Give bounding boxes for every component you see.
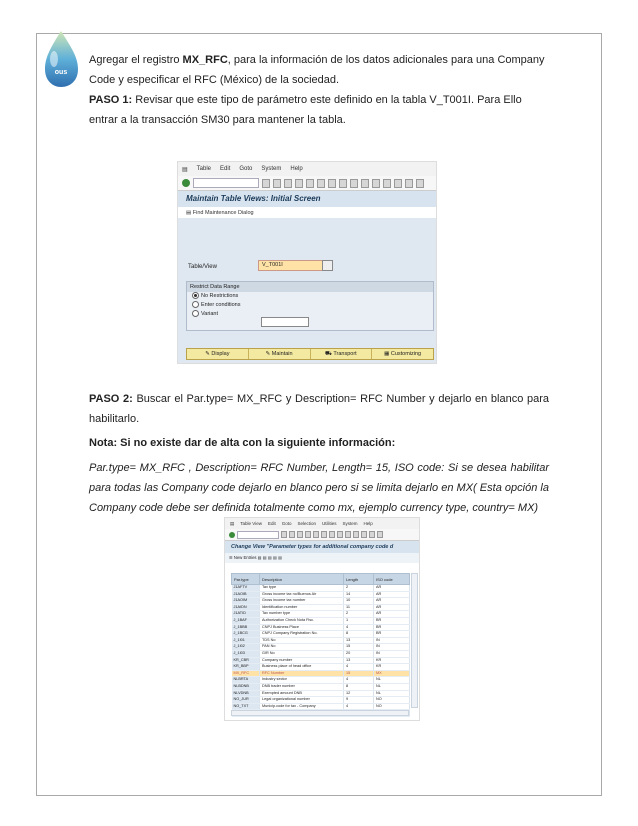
sap2-menu-item: Utilities xyxy=(322,521,337,526)
svg-text:ous: ous xyxy=(54,69,68,76)
cell-par-type: J1AFTV xyxy=(232,585,260,592)
first-page-icon xyxy=(339,179,347,188)
cell-length: 4 xyxy=(344,677,374,684)
cell-description: GIR No xyxy=(260,650,344,657)
cell-length: 11 xyxy=(344,604,374,611)
save-icon xyxy=(273,179,281,188)
cell-description: Tax type xyxy=(260,585,344,592)
radio-variant xyxy=(187,310,433,319)
restrict-data-range-title: Restrict Data Range xyxy=(187,282,433,292)
sap2-menu-icon: ▤ xyxy=(230,520,235,526)
company-logo-icon xyxy=(43,29,80,89)
find-next-icon xyxy=(328,179,336,188)
cell-length: 20 xyxy=(344,650,374,657)
cell-length: 13 xyxy=(344,637,374,644)
display-label: Display xyxy=(211,351,230,357)
radio-label: No Restrictions xyxy=(201,293,239,299)
table-row xyxy=(232,604,410,611)
cell-length: 1 xyxy=(344,617,374,624)
cell-length: 2 xyxy=(344,611,374,618)
table-row xyxy=(232,697,410,704)
table-row xyxy=(232,617,410,624)
cell-length: 4 xyxy=(344,703,374,710)
cell-par-type: KR_BBP xyxy=(232,664,260,671)
cell-iso-code: KR xyxy=(374,657,410,664)
display-button: ✎ Display xyxy=(187,349,249,359)
save-icon xyxy=(289,531,295,538)
sap1-toolbar xyxy=(178,176,436,191)
new-entries-bar: ☰ New Entries ▤ ▤ ▤ ▤ ▤ xyxy=(225,553,419,563)
cell-iso-code: BR xyxy=(374,631,410,638)
transport-label: Transport xyxy=(333,351,357,357)
cell-description: Business place of head office xyxy=(260,664,344,671)
col-par-type: Par.type xyxy=(232,574,260,585)
cell-par-type: NO_TXT xyxy=(232,703,260,710)
cell-iso-code: AR xyxy=(374,598,410,605)
prev-page-icon xyxy=(350,179,358,188)
command-field xyxy=(237,531,279,539)
col-iso-code: ISO code xyxy=(374,574,410,585)
last-page-icon xyxy=(361,531,367,538)
cell-iso-code: KR xyxy=(374,664,410,671)
customizing-button: ▦ Customizing xyxy=(384,351,422,357)
intro-bold-code: MX_RFC xyxy=(182,54,228,66)
sap1-menu-icon: ▤ xyxy=(182,166,188,173)
cell-description: TDS No xyxy=(260,637,344,644)
cell-length: 15 xyxy=(344,670,374,677)
print-icon xyxy=(306,179,314,188)
cell-par-type: KR_CBR xyxy=(232,657,260,664)
cell-description: RFC Number xyxy=(260,670,344,677)
sap2-toolbar xyxy=(225,529,419,541)
ok-icon xyxy=(182,179,190,187)
sap1-menu-help: Help xyxy=(290,166,303,172)
cell-par-type: J_1BAF xyxy=(232,617,260,624)
sap1-menu-system: System xyxy=(261,166,282,172)
cell-par-type: J_1I02 xyxy=(232,644,260,651)
cell-par-type: J1AOIB xyxy=(232,591,260,598)
cell-iso-code: NL xyxy=(374,683,410,690)
cell-par-type: NLBRTA xyxy=(232,677,260,684)
cell-iso-code: BR xyxy=(374,624,410,631)
sap-screenshot-sm30 xyxy=(177,161,437,364)
cell-iso-code: BR xyxy=(374,617,410,624)
sap1-button-row xyxy=(186,348,434,360)
sap1-find-label: Find Maintenance Dialog xyxy=(192,210,254,216)
cancel-icon xyxy=(305,531,311,538)
table-body xyxy=(232,585,410,717)
help-icon xyxy=(377,531,383,538)
paso1-text: Revisar que este tipo de parámetro este definido en la tabla V_T001I. Para Ello entrar a la transacción SM30 para mantener la tabla. xyxy=(89,94,522,126)
paso2-paragraph xyxy=(89,389,549,429)
sap1-menu-goto: Goto xyxy=(239,166,253,172)
transport-button: ⛟ Transport xyxy=(311,349,373,359)
cell-description: Gross income tax no/Buenos Air xyxy=(260,591,344,598)
prev-page-icon xyxy=(345,531,351,538)
radio-off-icon xyxy=(192,301,199,308)
next-page-icon xyxy=(361,179,369,188)
cell-iso-code: NL xyxy=(374,677,410,684)
cell-length: 8 xyxy=(344,683,374,690)
table-row xyxy=(232,624,410,631)
cell-description: PAN No xyxy=(260,644,344,651)
col-description: Description xyxy=(260,574,344,585)
sap2-menu-item: Table View xyxy=(240,521,262,526)
table-row xyxy=(232,664,410,671)
print-icon xyxy=(313,531,319,538)
cell-description: CNPJ Business Place xyxy=(260,624,344,631)
maintain-label: Maintain xyxy=(271,351,293,357)
cell-length: 4 xyxy=(344,664,374,671)
cell-iso-code: NO xyxy=(374,703,410,710)
intro-prefix: Agregar el registro xyxy=(89,54,183,66)
radio-label: Enter conditions xyxy=(201,302,241,308)
sap1-find-dialog: ▤ Find Maintenance Dialog xyxy=(186,210,254,216)
customizing-label: Customizing xyxy=(390,351,422,357)
sap2-menu-item: Help xyxy=(363,521,373,526)
radio-on-icon xyxy=(192,292,199,299)
sap1-title: Maintain Table Views: Initial Screen xyxy=(178,191,436,207)
new-entries-label: New Entries xyxy=(233,555,257,560)
sap2-menu-item: Edit xyxy=(267,521,276,526)
help-icon xyxy=(405,179,413,188)
next-page-icon xyxy=(353,531,359,538)
cell-description: Identification number xyxy=(260,604,344,611)
table-row xyxy=(232,677,410,684)
cell-par-type: J_1I03 xyxy=(232,650,260,657)
cell-length: 14 xyxy=(344,591,374,598)
cell-iso-code: AR xyxy=(374,591,410,598)
intro-paragraph xyxy=(89,50,549,90)
radio-off-icon xyxy=(192,310,199,317)
cell-length: 10 xyxy=(344,598,374,605)
cell-length: 8 xyxy=(344,631,374,638)
sap2-title: Change View "Parameter types for additional company code d xyxy=(225,541,419,553)
cell-length: 4 xyxy=(344,624,374,631)
find-next-icon xyxy=(329,531,335,538)
cell-par-type: J1AOIM xyxy=(232,598,260,605)
cell-iso-code: IN xyxy=(374,644,410,651)
find-icon xyxy=(317,179,325,188)
sap2-menu-item: Selection xyxy=(297,521,316,526)
cell-iso-code: AR xyxy=(374,611,410,618)
cell-iso-code: NL xyxy=(374,690,410,697)
table-row xyxy=(232,637,410,644)
cell-description: Authorization Check Nota Fisc. xyxy=(260,617,344,624)
table-row xyxy=(232,683,410,690)
sap-screenshot-parameter-types xyxy=(224,517,420,721)
cell-iso-code: AR xyxy=(374,604,410,611)
cell-length: 2 xyxy=(344,585,374,592)
restrict-data-range-group xyxy=(186,281,434,331)
cell-description: DNB trader number xyxy=(260,683,344,690)
maintain-button: ✎ Maintain xyxy=(249,349,311,359)
table-row xyxy=(232,611,410,618)
exit-icon xyxy=(284,179,292,188)
cell-par-type: MX_RFC xyxy=(232,670,260,677)
table-view-input: V_T001I xyxy=(258,260,323,271)
paso1-paragraph xyxy=(89,90,549,130)
radio-no-restrictions xyxy=(187,292,433,301)
layout-icon xyxy=(416,179,424,188)
command-field xyxy=(193,178,259,188)
back-icon xyxy=(262,179,270,188)
cell-par-type: J1ATID xyxy=(232,611,260,618)
paso1-label: PASO 1: xyxy=(89,94,133,106)
paso2-text: Buscar el Par.type= MX_RFC y Description= RFC Number y dejarlo en blanco para habilitarlo. xyxy=(89,393,549,425)
radio-enter-conditions xyxy=(187,301,433,310)
cell-iso-code: AR xyxy=(374,585,410,592)
nota-heading: Nota: Si no existe dar de alta con la siguiente información: xyxy=(89,437,396,449)
cell-iso-code: IN xyxy=(374,637,410,644)
cell-par-type: J_1I01 xyxy=(232,637,260,644)
sap2-menu-item: System xyxy=(342,521,358,526)
paso2-label: PASO 2: xyxy=(89,393,133,405)
sap1-menu-edit: Edit xyxy=(220,166,231,172)
cell-length: 9 xyxy=(344,697,374,704)
table-view-search-icon xyxy=(322,260,333,271)
back-icon xyxy=(281,531,287,538)
variant-input xyxy=(261,317,309,327)
exit-icon xyxy=(297,531,303,538)
intro-suffix: , para la información de los datos adicionales para una Company Code y especificar el RFC (México) de la sociedad. xyxy=(89,54,545,86)
cell-par-type: J_1BCG xyxy=(232,631,260,638)
table-row xyxy=(232,585,410,592)
cell-description: Exempted amount DNB xyxy=(260,690,344,697)
table-row xyxy=(232,657,410,664)
cell-par-type: NO_JUR xyxy=(232,697,260,704)
cancel-icon xyxy=(295,179,303,188)
cell-description: Municip.code for tax - Company xyxy=(260,703,344,710)
table-row xyxy=(232,598,410,605)
horizontal-scrollbar xyxy=(231,710,409,716)
parameter-types-table xyxy=(231,573,410,717)
table-header-row xyxy=(232,574,410,585)
sap1-menubar xyxy=(178,162,436,176)
nota-detail: Par.type= MX_RFC , Description= RFC Number, Length= 15, ISO code: Si se desea habilitar para todas las Company code dejarlo en blanco pero si se limita dejarlo en MX( Esta opción la Company code debe ser definida totalmente como mx, ejemplo currency type, country= MX) xyxy=(89,462,549,514)
table-row xyxy=(232,650,410,657)
vertical-scrollbar xyxy=(411,573,418,708)
cell-description: Industry sector xyxy=(260,677,344,684)
table-row xyxy=(232,591,410,598)
table-row xyxy=(232,670,410,677)
table-view-label: Table/View xyxy=(188,264,217,270)
cell-par-type: NLBDNB xyxy=(232,683,260,690)
sap2-menu-item: Goto xyxy=(281,521,292,526)
first-page-icon xyxy=(337,531,343,538)
find-icon xyxy=(321,531,327,538)
cell-length: 12 xyxy=(344,690,374,697)
cell-description: Legal organizational number xyxy=(260,697,344,704)
ok-icon xyxy=(229,532,235,538)
cell-par-type: J_1BBB xyxy=(232,624,260,631)
cell-par-type: J1AIDN xyxy=(232,604,260,611)
col-length: Length xyxy=(344,574,374,585)
cell-iso-code: NO xyxy=(374,697,410,704)
table-row xyxy=(232,690,410,697)
radio-label: Variant xyxy=(201,311,219,317)
cell-length: 15 xyxy=(344,644,374,651)
sap2-menubar xyxy=(225,518,419,529)
cell-par-type: NLVDNB xyxy=(232,690,260,697)
cell-description: CNPJ Company Registration No. xyxy=(260,631,344,638)
new-session-icon xyxy=(383,179,391,188)
table-row xyxy=(232,631,410,638)
sap1-menu-table: Table xyxy=(196,166,212,172)
table-row xyxy=(232,644,410,651)
cell-iso-code: MX xyxy=(374,670,410,677)
last-page-icon xyxy=(372,179,380,188)
cell-description: Company number xyxy=(260,657,344,664)
new-session-icon xyxy=(369,531,375,538)
cell-length: 13 xyxy=(344,657,374,664)
cell-iso-code: IN xyxy=(374,650,410,657)
table-row xyxy=(232,703,410,710)
shortcut-icon xyxy=(394,179,402,188)
cell-description: Gross income tax number xyxy=(260,598,344,605)
cell-description: Tax number type xyxy=(260,611,344,618)
